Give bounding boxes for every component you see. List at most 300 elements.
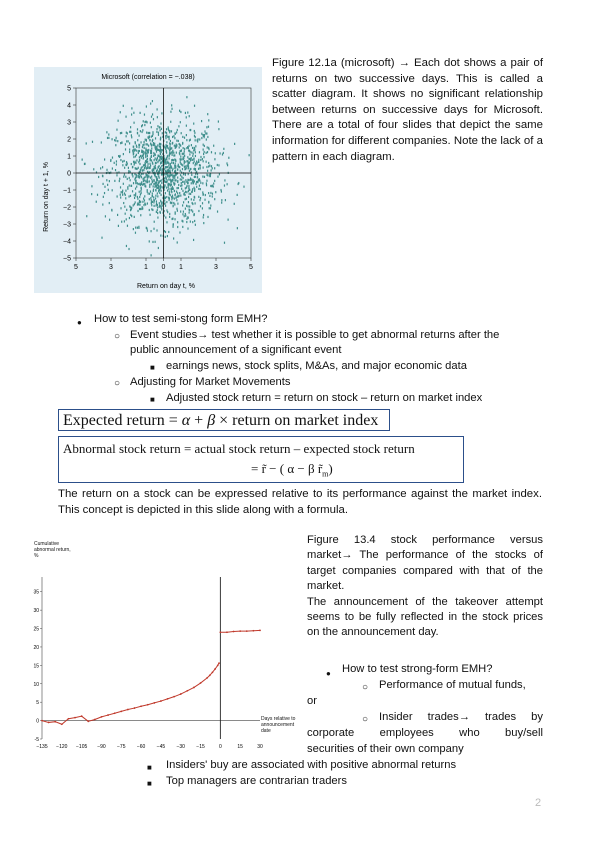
scatter-point <box>181 182 182 184</box>
scatter-point <box>158 155 159 157</box>
scatter-point <box>194 196 195 198</box>
scatter-point <box>175 133 176 135</box>
scatter-point <box>121 141 122 143</box>
scatter-point <box>213 182 214 184</box>
scatter-point <box>106 179 107 181</box>
data-point <box>180 693 182 695</box>
scatter-point <box>86 142 87 144</box>
scatter-point <box>165 231 166 233</box>
scatter-point <box>190 159 191 161</box>
scatter-point <box>149 214 150 216</box>
scatter-point <box>184 148 185 150</box>
scatter-point <box>146 143 147 145</box>
scatter-point <box>155 241 156 243</box>
scatter-point <box>169 213 170 215</box>
scatter-point <box>174 177 175 179</box>
scatter-point <box>166 166 167 168</box>
scatter-point <box>159 143 160 145</box>
scatter-point <box>127 188 128 190</box>
scatter-point <box>183 152 184 154</box>
scatter-point <box>200 159 201 161</box>
scatter-point <box>153 152 154 154</box>
scatter-point <box>186 96 187 98</box>
scatter-point <box>194 213 195 215</box>
scatter-point <box>145 148 146 150</box>
scatter-point <box>156 128 157 130</box>
scatter-point <box>134 216 135 218</box>
scatter-point <box>149 184 150 186</box>
scatter-point <box>162 132 163 134</box>
x-tick-label: 5 <box>74 264 78 271</box>
scatter-point <box>152 100 153 102</box>
scatter-point <box>146 121 147 123</box>
scatter-point <box>91 185 92 187</box>
scatter-point <box>166 150 167 152</box>
scatter-point <box>116 174 117 176</box>
scatter-point <box>121 191 122 193</box>
scatter-point <box>196 181 197 183</box>
scatter-point <box>169 153 170 155</box>
scatter-point <box>147 167 148 169</box>
scatter-point <box>164 200 165 202</box>
car-x-label: Days relative to announcement date <box>261 716 296 734</box>
scatter-point <box>140 193 141 195</box>
scatter-point <box>161 182 162 184</box>
scatter-point <box>128 195 129 197</box>
data-point <box>41 720 43 722</box>
scatter-point <box>189 211 190 213</box>
scatter-point <box>152 180 153 182</box>
scatter-point <box>174 170 175 172</box>
scatter-point <box>103 196 104 198</box>
scatter-point <box>120 207 121 209</box>
alpha-symbol: α <box>181 412 191 429</box>
scatter-point <box>173 135 174 137</box>
scatter-point <box>178 164 179 166</box>
scatter-point <box>129 131 130 133</box>
scatter-point <box>107 137 108 139</box>
scatter-point <box>192 159 193 161</box>
data-point <box>200 682 202 684</box>
scatter-point <box>148 149 149 151</box>
scatter-point <box>154 221 155 223</box>
scatter-point <box>169 190 170 192</box>
scatter-point <box>173 159 174 161</box>
scatter-point <box>115 169 116 171</box>
scatter-point <box>175 179 176 181</box>
scatter-point <box>156 162 157 164</box>
y-tick-label: 10 <box>33 681 39 688</box>
scatter-point <box>191 144 192 146</box>
scatter-point <box>180 150 181 152</box>
scatter-point <box>155 157 156 159</box>
scatter-point <box>149 163 150 165</box>
scatter-point <box>155 148 156 150</box>
scatter-point <box>160 234 161 236</box>
scatter-point <box>165 131 166 133</box>
scatter-point <box>168 199 169 201</box>
formula2-subscript: m <box>322 469 329 479</box>
scatter-point <box>195 202 196 204</box>
scatter-point <box>204 151 205 153</box>
scatter-point <box>197 173 198 175</box>
scatter-point <box>153 144 154 146</box>
scatter-point <box>166 163 167 165</box>
scatter-point <box>156 170 157 172</box>
scatter-point <box>165 173 166 175</box>
scatter-point <box>196 186 197 188</box>
scatter-point <box>157 157 158 159</box>
scatter-point <box>134 197 135 199</box>
scatter-point <box>141 125 142 127</box>
scatter-point <box>157 209 158 211</box>
scatter-point <box>131 113 132 115</box>
scatter-point <box>189 193 190 195</box>
scatter-point <box>187 205 188 207</box>
scatter-point <box>153 196 154 198</box>
scatter-point <box>128 167 129 169</box>
scatter-point <box>105 215 106 217</box>
scatter-point <box>189 209 190 211</box>
scatter-point <box>180 185 181 187</box>
scatter-point <box>147 175 148 177</box>
scatter-point <box>170 140 171 142</box>
scatter-point <box>164 168 165 170</box>
scatter-point <box>200 188 201 190</box>
scatter-point <box>154 159 155 161</box>
bullet-semi-strong: How to test semi-stong form EMH? <box>94 313 268 325</box>
scatter-point <box>141 188 142 190</box>
y-tick-label: 25 <box>33 626 39 633</box>
scatter-point <box>140 112 141 114</box>
scatter-point <box>189 179 190 181</box>
car-y-label: Cumulative abnormal return, % <box>34 541 71 559</box>
scatter-point <box>177 203 178 205</box>
scatter-point <box>101 141 102 143</box>
scatter-point <box>186 221 187 223</box>
scatter-point <box>185 112 186 114</box>
scatter-point <box>155 167 156 169</box>
y-tick-label: −2 <box>63 204 71 212</box>
scatter-point <box>171 198 172 200</box>
scatter-point <box>192 190 193 192</box>
scatter-point <box>167 235 168 237</box>
scatter-point <box>190 129 191 131</box>
scatter-point <box>208 126 209 128</box>
scatter-point <box>141 149 142 151</box>
scatter-point <box>116 160 117 162</box>
scatter-point <box>206 138 207 140</box>
scatter-point <box>139 160 140 162</box>
scatter-point <box>152 162 153 164</box>
bullet-earnings: earnings news, stock splits, M&As, and major economic data <box>166 360 467 372</box>
scatter-point <box>138 135 139 137</box>
scatter-point <box>157 195 158 197</box>
scatter-point <box>145 139 146 141</box>
data-point <box>233 631 235 633</box>
scatter-point <box>140 169 141 171</box>
scatter-point <box>211 165 212 167</box>
scatter-point <box>172 205 173 207</box>
x-tick-label: 30 <box>257 744 263 750</box>
scatter-point <box>143 151 144 153</box>
scatter-point <box>155 185 156 187</box>
scatter-point <box>158 187 159 189</box>
scatter-point <box>210 207 211 209</box>
scatter-y-label: Return on day t + 1, % <box>43 162 50 232</box>
scatter-point <box>198 196 199 198</box>
scatter-point <box>139 163 140 165</box>
scatter-point <box>237 227 238 229</box>
scatter-point <box>171 202 172 204</box>
scatter-point <box>133 148 134 150</box>
scatter-point <box>174 198 175 200</box>
scatter-point <box>129 177 130 179</box>
scatter-point <box>180 194 181 196</box>
bullet-insider-trades-cont2: securities of their own company <box>307 743 464 755</box>
scatter-point <box>152 140 153 142</box>
scatter-point <box>178 125 179 127</box>
scatter-point <box>135 192 136 194</box>
scatter-point <box>139 176 140 178</box>
scatter-point <box>159 155 160 157</box>
scatter-point <box>147 179 148 181</box>
scatter-point <box>165 146 166 148</box>
x-tick-label: 15 <box>237 744 243 750</box>
scatter-point <box>168 165 169 167</box>
scatter-point <box>202 182 203 184</box>
x-tick-label: −75 <box>117 744 126 750</box>
scatter-point <box>136 159 137 161</box>
scatter-point <box>208 165 209 167</box>
scatter-point <box>139 201 140 203</box>
scatter-point <box>146 153 147 155</box>
data-point <box>209 674 211 676</box>
scatter-point <box>154 205 155 207</box>
bullet-square: ■ <box>150 363 155 372</box>
y-tick-label: 5 <box>36 700 39 707</box>
scatter-point <box>184 183 185 185</box>
scatter-point <box>165 170 166 172</box>
scatter-point <box>208 148 209 150</box>
scatter-point <box>211 169 212 171</box>
scatter-point <box>188 163 189 165</box>
scatter-x-label: Return on day t, % <box>137 283 195 290</box>
scatter-point <box>135 162 136 164</box>
scatter-point <box>143 141 144 143</box>
scatter-point <box>116 163 117 165</box>
scatter-point <box>110 159 111 161</box>
scatter-point <box>130 179 131 181</box>
scatter-point <box>224 184 225 186</box>
scatter-point <box>170 143 171 145</box>
scatter-point <box>176 199 177 201</box>
scatter-point <box>140 175 141 177</box>
scatter-point <box>123 105 124 107</box>
scatter-point <box>132 190 133 192</box>
scatter-point <box>129 217 130 219</box>
scatter-point <box>147 202 148 204</box>
bullet-strong-form: How to test strong-form EMH? <box>342 663 493 675</box>
scatter-point <box>202 158 203 160</box>
scatter-point <box>121 221 122 223</box>
scatter-point <box>183 177 184 179</box>
scatter-point <box>166 209 167 211</box>
scatter-point <box>174 145 175 147</box>
scatter-point <box>159 181 160 183</box>
bullet-circle: ○ <box>114 331 121 342</box>
scatter-point <box>157 216 158 218</box>
data-point <box>173 696 175 698</box>
scatter-point <box>147 191 148 193</box>
bullet-insider-trades-cont: corporate employees who buy/sell <box>307 727 543 739</box>
scatter-point <box>161 171 162 173</box>
scatter-point <box>211 185 212 187</box>
scatter-point <box>189 139 190 141</box>
scatter-point <box>129 184 130 186</box>
scatter-point <box>144 121 145 123</box>
scatter-point <box>168 138 169 140</box>
scatter-point <box>136 150 137 152</box>
scatter-point <box>151 151 152 153</box>
scatter-point <box>189 153 190 155</box>
scatter-point <box>151 176 152 178</box>
scatter-point <box>166 179 167 181</box>
scatter-point <box>104 158 105 160</box>
explanation-paragraph: The return on a stock can be expressed relative to its performance against the market index. This concept is depicted in this slide along with a formula. <box>58 488 542 516</box>
scatter-point <box>199 138 200 140</box>
scatter-point <box>168 147 169 149</box>
scatter-point <box>160 146 161 148</box>
scatter-point <box>122 190 123 192</box>
scatter-point <box>161 165 162 167</box>
x-tick-label: 1 <box>179 264 183 271</box>
scatter-point <box>175 174 176 176</box>
scatter-point <box>109 219 110 221</box>
scatter-point <box>117 214 118 216</box>
scatter-point <box>193 153 194 155</box>
scatter-point <box>145 150 146 152</box>
scatter-point <box>160 162 161 164</box>
scatter-point <box>151 126 152 128</box>
scatter-point <box>102 175 103 177</box>
scatter-point <box>131 107 132 109</box>
scatter-point <box>156 131 157 133</box>
scatter-point <box>168 167 169 169</box>
scatter-point <box>175 145 176 147</box>
scatter-point <box>177 168 178 170</box>
scatter-point <box>188 147 189 149</box>
scatter-point <box>138 146 139 148</box>
data-point <box>206 677 208 679</box>
scatter-point <box>137 196 138 198</box>
scatter-point <box>197 138 198 140</box>
scatter-point <box>199 151 200 153</box>
scatter-point <box>112 189 113 191</box>
scatter-point <box>206 132 207 134</box>
scatter-point <box>188 167 189 169</box>
scatter-point <box>126 161 127 163</box>
scatter-point <box>195 224 196 226</box>
scatter-point <box>194 164 195 166</box>
data-point <box>252 630 254 632</box>
scatter-point <box>221 199 222 201</box>
scatter-point <box>207 146 208 148</box>
scatter-point <box>126 209 127 211</box>
scatter-point <box>155 189 156 191</box>
scatter-point <box>170 174 171 176</box>
scatter-point <box>227 164 228 166</box>
scatter-point <box>125 116 126 118</box>
scatter-point <box>188 145 189 147</box>
data-point <box>246 630 248 632</box>
scatter-point <box>161 112 162 114</box>
scatter-point <box>93 168 94 170</box>
scatter-point <box>188 165 189 167</box>
scatter-point <box>210 175 211 177</box>
scatter-point <box>160 152 161 154</box>
scatter-point <box>150 158 151 160</box>
scatter-point <box>186 139 187 141</box>
scatter-point <box>169 193 170 195</box>
scatter-point <box>143 153 144 155</box>
scatter-point <box>157 161 158 163</box>
scatter-point <box>164 196 165 198</box>
scatter-point <box>152 195 153 197</box>
data-point <box>140 705 142 707</box>
scatter-point <box>203 134 204 136</box>
scatter-point <box>149 186 150 188</box>
scatter-point <box>172 195 173 197</box>
scatter-point <box>119 178 120 180</box>
scatter-point <box>134 203 135 205</box>
scatter-point <box>198 179 199 181</box>
scatter-point <box>199 185 200 187</box>
scatter-point <box>167 184 168 186</box>
bullet-insiders-buy: Insiders' buy are associated with positive abnormal returns <box>166 759 457 771</box>
scatter-point <box>178 140 179 142</box>
scatter-point <box>126 218 127 220</box>
scatter-point <box>117 195 118 197</box>
scatter-point <box>151 199 152 201</box>
scatter-point <box>122 164 123 166</box>
x-tick-label: −45 <box>156 744 166 750</box>
scatter-point <box>187 181 188 183</box>
scatter-point <box>166 132 167 134</box>
scatter-point <box>144 199 145 201</box>
scatter-point <box>204 199 205 201</box>
scatter-point <box>104 192 105 194</box>
y-tick-label: 30 <box>33 608 39 615</box>
scatter-point <box>161 179 162 181</box>
scatter-point <box>152 192 153 194</box>
bullet-disc: ● <box>77 318 82 327</box>
scatter-point <box>180 170 181 172</box>
scatter-point <box>120 111 121 113</box>
data-point <box>74 717 76 719</box>
scatter-point <box>238 183 239 185</box>
scatter-point <box>159 170 160 172</box>
scatter-point <box>102 166 103 168</box>
scatter-point <box>194 160 195 162</box>
data-point <box>54 721 56 723</box>
scatter-point <box>171 159 172 161</box>
scatter-point <box>179 110 180 112</box>
scatter-point <box>166 187 167 189</box>
scatter-point <box>185 191 186 193</box>
scatter-point <box>186 116 187 118</box>
scatter-point <box>174 218 175 220</box>
